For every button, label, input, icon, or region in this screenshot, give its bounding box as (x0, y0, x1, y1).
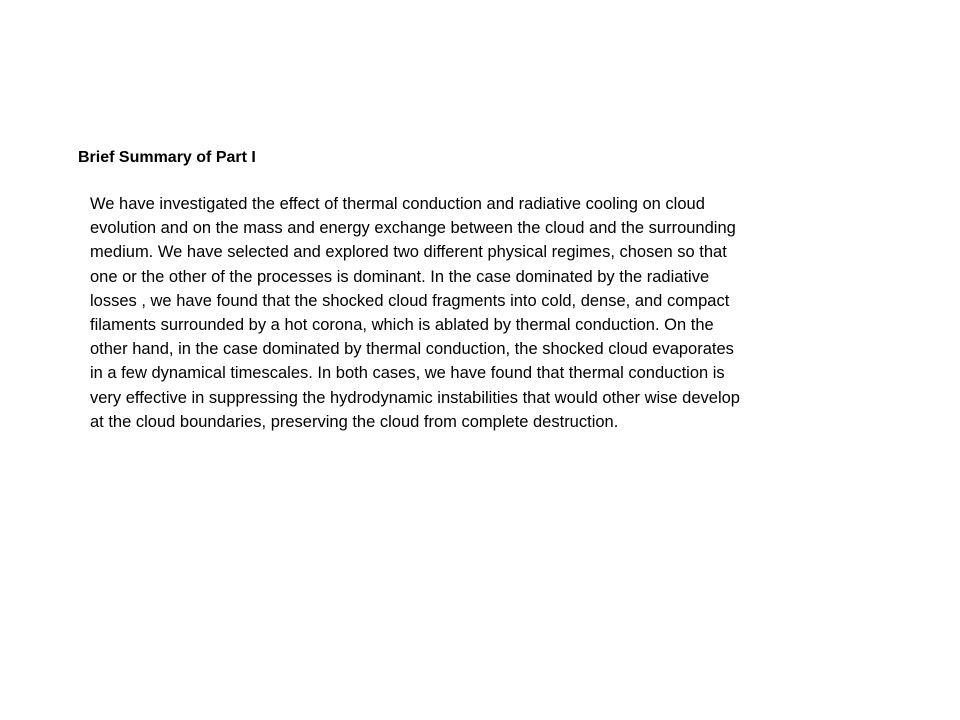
summary-line: one or the other of the processes is dominant. In the case dominated by the radiative (90, 267, 710, 286)
summary-paragraph (90, 192, 890, 434)
slide-title: Brief Summary of Part I (78, 149, 256, 166)
summary-line: We have investigated the effect of thermal conduction and radiative cooling on cloud (90, 195, 705, 213)
summary-line: at the cloud boundaries, preserving the cloud from complete destruction. (90, 412, 619, 431)
summary-line: other hand, in the case dominated by thermal conduction, the shocked cloud evaporates (90, 340, 734, 359)
summary-line: medium. We have selected and explored two different physical regimes, chosen so that (90, 243, 727, 262)
summary-line: evolution and on the mass and energy exchange between the cloud and the surrounding (90, 219, 736, 238)
summary-line: filaments surrounded by a hot corona, which is ablated by thermal conduction. On the (90, 316, 714, 335)
summary-line: very effective in suppressing the hydrodynamic instabilities that would other wise develop (90, 388, 740, 407)
summary-line: losses , we have found that the shocked cloud fragments into cold, dense, and compact (90, 291, 730, 310)
summary-line: in a few dynamical timescales. In both cases, we have found that thermal conduction is (90, 364, 725, 383)
